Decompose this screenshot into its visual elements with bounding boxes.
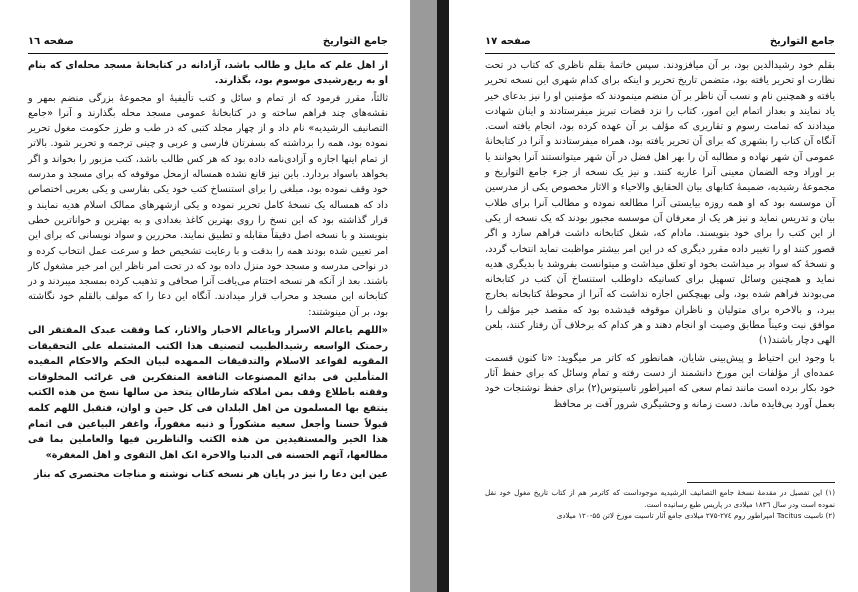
left-prayer-text: «اللهم یاعالم الاسرار ویاعالم الاخبار والاثار، کما وفقت عبدک المفتقر الی رحمتک الواسعه رشیدالطبیب لتصنیف هذا الکتب المشتمله علی التحقیقات المقویه لقواعد الاسلام والتدقیقات الممهده لبیان الحکم والاحکام المفیده المتأملین فی بدائع المصنوعات النافعة المتفکرین فی غرائب المخلوقات وفقته باطلاع وقف بمن املاکه شارطاان یتخذ من سالها نسخ من هذه الکتب ینتفع بها المسلمون من اهل البلدان فی کل حین و اوان، فتقبل اللهم کلمه قبولاً حسنا وأجعل سعیه مشکوراً و ذنبه مغفوراً، واغفر البیاعین فی اتمام هذا الخیر والمستفیدین من هذه الکتب والناظرین فیها والعاملین بما فی مطالعها، آتهم الحسنه فی الدنیا والاخرة انک اهل التقوی و اهل المغفرة»	[28, 325, 388, 461]
footnote-2: (۲) تاسیت Tacitus امپراطور روم ۲۷٤-۲۷۵ میلادی جامع آثار تاسیت مورخ لاتن ۵۵-۱۲۰ میلادی	[556, 511, 835, 520]
left-paragraph-1: از اهل علم که مایل و طالب باشد، آزادانه در کتابخانۀ مسجد محله‌ای که بنام او به ربع‌رشیدی موسوم بود، بگذارند.	[28, 60, 388, 87]
left-header-page-number: صفحه ۱٦	[28, 36, 74, 47]
page-gutter-shadow	[437, 0, 449, 592]
footnotes	[485, 487, 835, 522]
footnote-rule	[687, 482, 835, 483]
right-paragraph-1: بقلم خود رشیدالدین بود، بر آن میافزودند. سپس خاتمۀ بقلم ناظری که کتاب در تحت نظارت او تحریر یافته بود، متضمن تاریخ تحریر و اینکه برای کدام شهری این نسخه تحریر یافته و همچنین نام و نسب آن ناظر بر آن منضم مینمودند که مؤمنین او را نیز بدعای خیر یاد نمایند و بعداز اتمام این امور، کتاب را نزد قضات تبریز میفرستادند و اینان شهادت میدادند که تمامت رسوم و تقاریری که مؤلف بر آن عهده کرده بود، انجام یافته است. آنگاه آن کتاب را بشهری که برای آن تحریر یافته بود، همراه میفرستادند و آنرا در کتابخانۀ عمومی آن شهر نهاده و مطالبه آن را بهر اهل فضل در آن شهر میتوانستند آنرا بخوانند یا بر اوراد وجه الضمان معینی آنرا عاریه کنند. و نیز یک نسخه از جزء جامع التواریخ و مجموعۀ رشیدیه، ضمیمۀ کتابهای بیان الحقایق والاحیاء و الاثار مخصوص یکی از مدرسین آن موسسه بود که او همه روزه بیایستی آنرا مطالعه نموده و مطالب آنرا برای طلاب بیان و تدریس نماید و نیز هر یک از معرفان آن موسسه مجبور بودند که یک نسخه از یکی از این کتب را برای خود بنویسند. مادام که، شغل کتابخانه داشت فراهم سازد و اگر قصور کنند او را تغییر داده مقرر دیگری که در این امر بیشتر مواظبت نماید انتخاب گردد، و نسخۀ که سواد بر میداشت بخود او تعلق میداشت و میتوانست بفروشد یا بدیگری هدیه نماید و همچنین وسائل تسهیل برای کسانیکه داوطلب استنساخ آن کتب در کتابخانه می‌بودند فراهم شده بود، ولی بهیچکس اجازه نداشت که آنرا از محوطۀ کتابخانه بخارج ببرد، و بالاخره برای متولیان و ناظران موقوفه قیدشده بود که مقصد خیر مؤلف را موافق نیت وعیناً مطابق وصیت او انجام دهند و هر کدام که برخلاف آن رفتار کنند، بلعن الهی دچار باشند(۱)	[485, 60, 835, 347]
right-paragraph-2: با وجود این احتیاط و پیش‌بینی شایان، همانطور که کاتر مر میگوید: «تا کنون قسمت عمده‌ای از مؤلفات این مورخ دانشمند از دست رفته و تمام وسائل که برای حفظ آثار خود بکار برده است مانند تمام سعی که امپراطور تاسیتوس(۲) برای حفظ نوشتجات خود بعمل آورد بی‌فایده ماند. دست زمانه و وحشیگری شرور آفت بر محافظ	[485, 352, 835, 410]
left-page	[0, 0, 410, 592]
left-page-header	[28, 36, 388, 52]
left-closing-line: عین این دعا را نیز در پایان هر نسخه کتاب نوشته و مناجات مختصری که بناز	[34, 469, 388, 481]
left-page-body	[28, 58, 388, 482]
left-paragraph-2: ثالثاً، مقرر فرمود که از تمام و سائل و کتب تألیفیۀ او مجموعۀ بزرگی منضم بمهر و نقشه‌های چند فراهم ساخته و در کتابخانۀ عمومی مسجد محله بگذارند و آنرا «جامع التصانیف الرشیدیه» نام داد و از چهار مجلد کتبی که در طب و طرز حکومت مغول تحریر نموده بود، همه را برداشته که بسفرتان فارسی و عربی و چینی ترجمه و تحریر شود. بالاتر از تمام اینها اجازه و آزادی‌نامه داده بود که هر کس طالب باشد، کتب مزبور را بخواند و اگر بخواهد باسواد بردارد. باین نیز قانع نشده همساله ازمحل موقوفه که برای مسجد و مدرسه خود وقف نموده بود، مبلغی را برای استنساخ کتب خود یکی بفارسی و یکی بعربی اختصاص داد که همساله یک نسخۀ کامل تحریر نموده و یکی ازشهرهای ممالک اسلام هدیه نمایند و قرار گذاشته بود که این نسخ را روی بهترین کاغذ بغدادی و به بهترین و خواناترین خطی بنویسند و با نسخه اصل دقیقاً مقابله و تطبیق نمایند. محررین و سواد نویسانی که برای این امر تعیین شده بودند همه را بدقت و با رعایت تشخیص خط و سرعت عمل انتخاب کرده و در نواحی مدرسه و مسجد خود منزل داده بود که در تحت امر ناظر این امر خیر مشغول کار باشند. بعد از آنکه هر نسخه اختتام می‌یافت آنرا صحافی و تذهیب کرده بمسجد میبردند و در کتابخانه این مسجد و محراب قرار میدادند. آنگاه این دعا را که مولف بالقلم خود نگاشته بود، بر آن مینوشتند:	[28, 92, 388, 318]
left-header-title: جامع التواريخ	[322, 36, 388, 47]
left-header-rule	[28, 53, 388, 54]
right-header-title: جامع التواريخ	[769, 36, 835, 47]
right-header-page-number: صفحه ۱۷	[485, 36, 531, 47]
right-page-header	[485, 36, 835, 52]
footnote-1: (۱) این تفصیل در مقدمۀ نسخۀ جامع التصانیف الرشیدیه موجوداست که کاترمر هم از کتاب تاریخ مغول خود نقل نموده است ودر سال ۱۸۳٦ میلادی در پاریس طبع رسانیده است.	[485, 488, 835, 509]
right-header-rule	[485, 53, 835, 54]
right-page	[437, 0, 858, 592]
right-page-body	[485, 58, 835, 414]
